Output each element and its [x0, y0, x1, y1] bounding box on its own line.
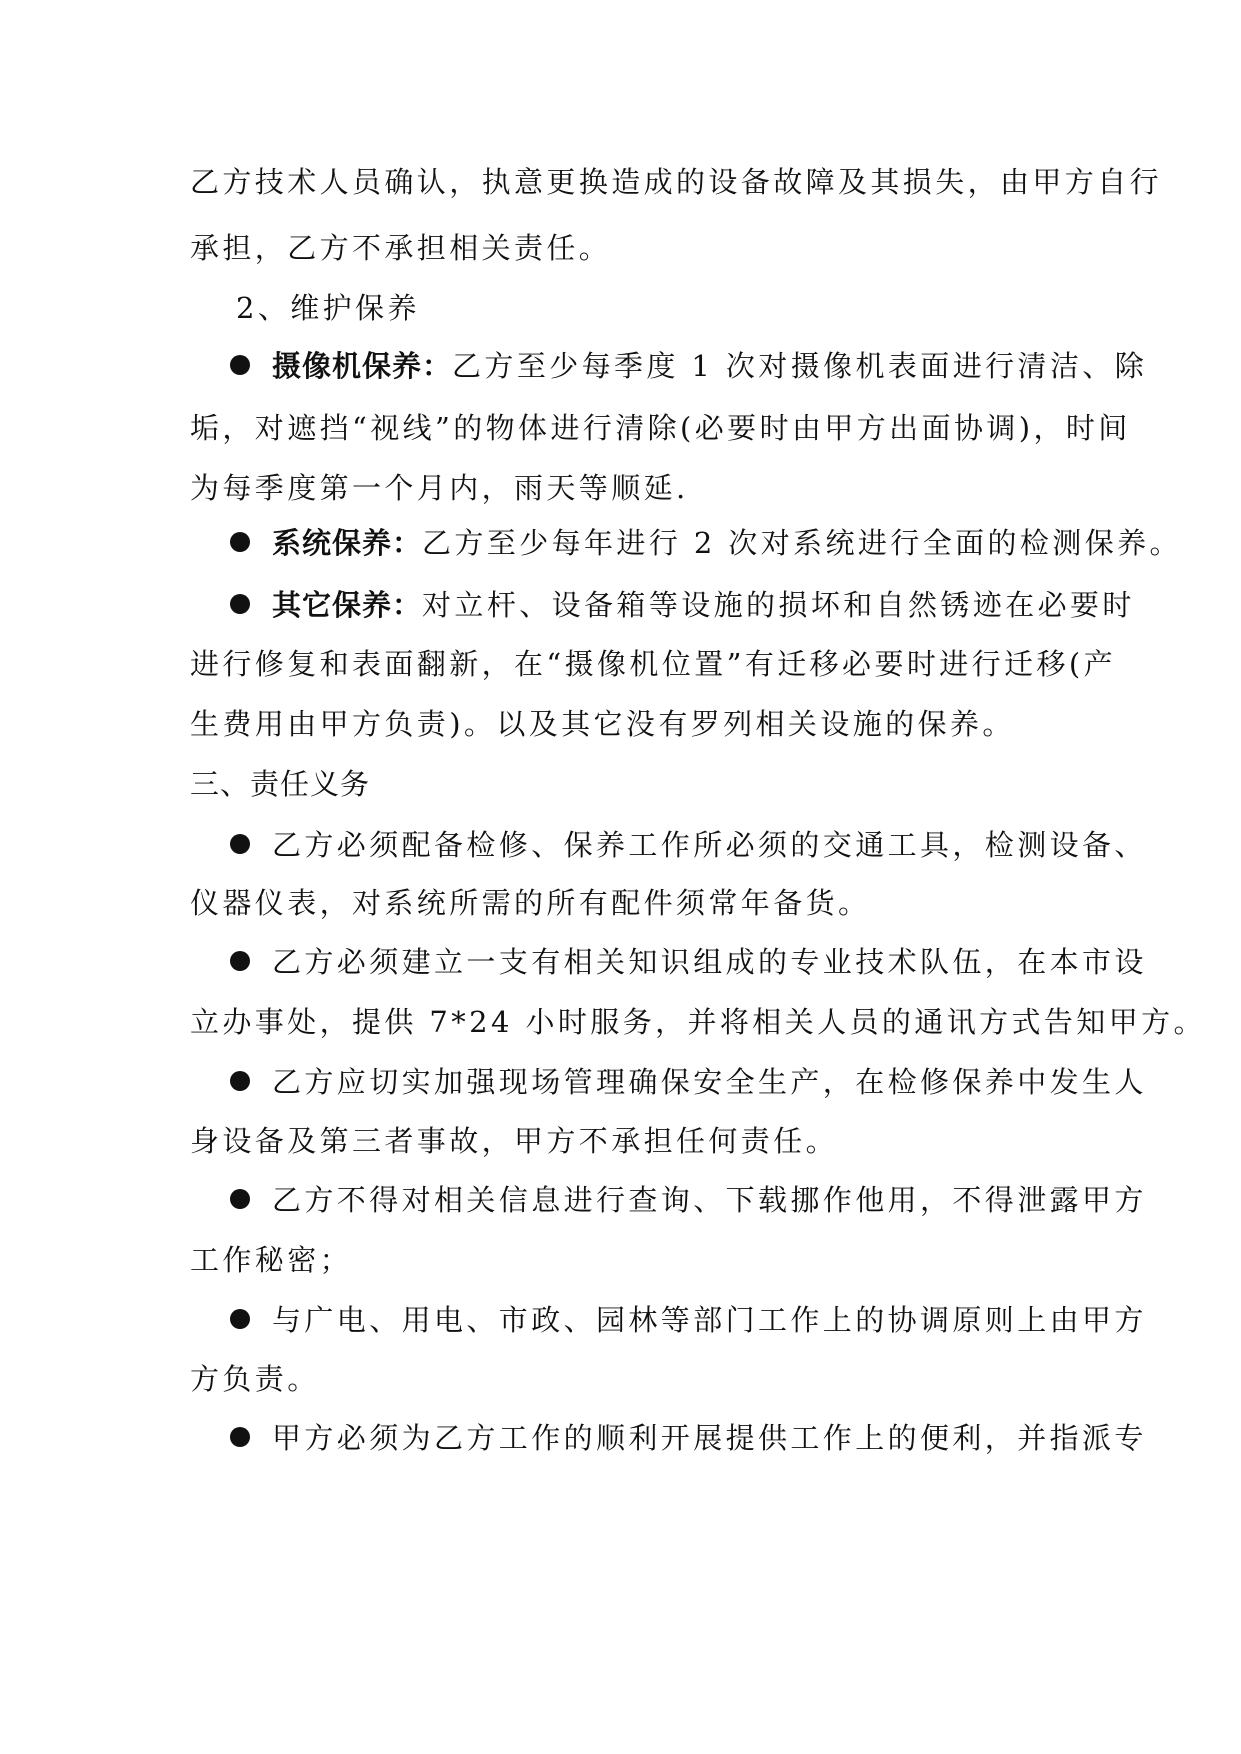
bullet-icon	[230, 951, 250, 971]
item-text: 乙方必须配备检修、保养工作所必须的交通工具，检测设备、	[272, 828, 1147, 862]
list-item-other	[230, 585, 1135, 625]
item-text: 与广电、用电、市政、园林等部门工作上的协调原则上由甲方	[272, 1303, 1147, 1337]
section-heading: 三、责任义务	[190, 767, 371, 801]
item-text: 乙方必须建立一支有相关知识组成的专业技术队伍，在本市设	[272, 945, 1147, 979]
paragraph-line: 乙方技术人员确认，执意更换造成的设备故障及其损失，由甲方自行	[190, 165, 1163, 199]
subheading: 2、维护保养	[236, 291, 420, 325]
bullet-icon	[230, 355, 250, 375]
bullet-icon	[230, 1309, 250, 1329]
bullet-icon	[230, 1427, 250, 1447]
item-text: 乙方至少每年进行 2 次对系统进行全面的检测保养。	[422, 526, 1182, 560]
list-item-duty	[230, 1300, 1147, 1340]
paragraph-line: 生费用由甲方负责)。以及其它没有罗列相关设施的保养。	[190, 707, 1015, 741]
item-label: 摄像机保养：	[272, 349, 453, 383]
item-text: 乙方应切实加强现场管理确保安全生产，在检修保养中发生人	[272, 1065, 1147, 1099]
item-label: 其它保养：	[272, 588, 423, 622]
paragraph-line: 进行修复和表面翻新，在“摄像机位置”有迁移必要时进行迁移(产	[190, 647, 1116, 681]
item-text: 对立杆、设备箱等设施的损坏和自然锈迹在必要时	[422, 588, 1135, 622]
list-item-duty	[230, 942, 1147, 982]
item-text: 乙方至少每季度 1 次对摄像机表面进行清洁、除	[452, 349, 1148, 383]
list-item-system	[230, 523, 1182, 563]
paragraph-line: 垢，对遮挡“视线”的物体进行清除(必要时由甲方出面协调)，时间	[190, 411, 1131, 445]
bullet-icon	[230, 834, 250, 854]
bullet-icon	[230, 1189, 250, 1209]
paragraph-line: 仪器仪表，对系统所需的所有配件须常年备货。	[190, 886, 871, 920]
list-item-duty	[230, 1418, 1147, 1458]
item-text: 乙方不得对相关信息进行查询、下载挪作他用，不得泄露甲方	[272, 1183, 1147, 1217]
bullet-icon	[230, 1071, 250, 1091]
bullet-icon	[230, 532, 250, 552]
list-item-duty	[230, 1062, 1147, 1102]
paragraph-line: 工作秘密；	[190, 1243, 353, 1277]
paragraph-line: 承担，乙方不承担相关责任。	[190, 231, 612, 265]
item-text: 甲方必须为乙方工作的顺利开展提供工作上的便利，并指派专	[272, 1421, 1147, 1455]
list-item-duty	[230, 825, 1147, 865]
list-item-duty	[230, 1180, 1147, 1220]
paragraph-line: 为每季度第一个月内，雨天等顺延.	[190, 471, 689, 505]
paragraph-line: 身设备及第三者事故，甲方不承担任何责任。	[190, 1124, 839, 1158]
paragraph-line: 立办事处，提供 7*24 小时服务，并将相关人员的通讯方式告知甲方。	[190, 1005, 1206, 1039]
item-label: 系统保养：	[272, 526, 423, 560]
list-item-camera	[230, 346, 1147, 386]
paragraph-line: 方负责。	[190, 1362, 320, 1396]
bullet-icon	[230, 594, 250, 614]
